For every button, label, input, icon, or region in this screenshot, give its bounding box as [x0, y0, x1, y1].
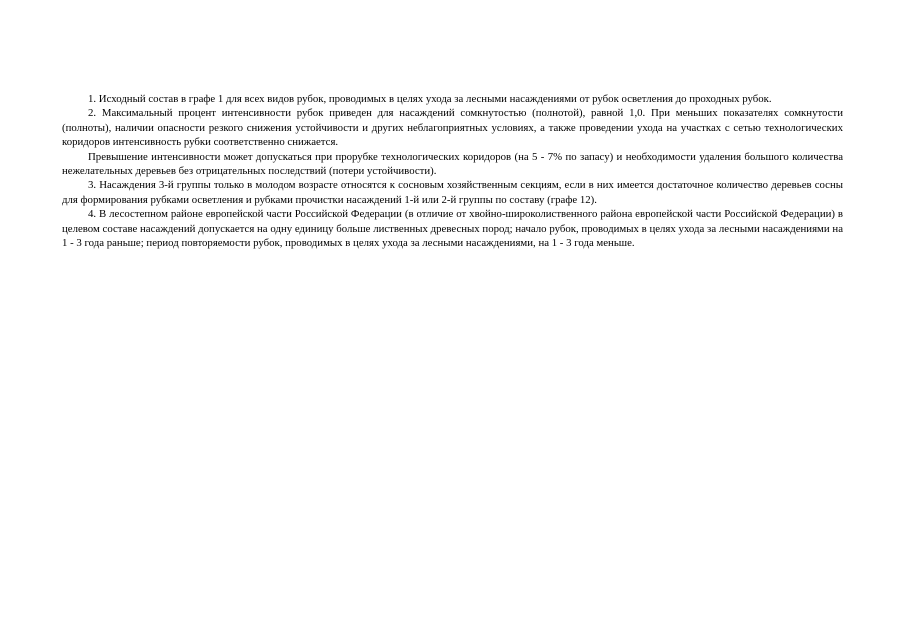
note-paragraph-4: 4. В лесостепном районе европейской части Российской Федерации (в отличие от хвойно-широколиственного района европейской части Российской Федерации) в целевом составе насаждений допускается на одну единицу больше лиственных древесных пород; начало рубок, проводимых в целях ухода за лесными насаждениями на 1 - 3 года раньше; период повторяемости рубок, проводимых в целях ухода за лесными насаждениями, на 1 - 3 года меньше. [62, 208, 843, 250]
note-paragraph-2: 2. Максимальный процент интенсивности рубок приведен для насаждений сомкнутостью (полнотой), равной 1,0. При меньших показателях сомкнутости (полноты), наличии опасности резкого снижения устойчивости и других неблагоприятных условиях, а также проведении ухода на участках с сетью технологических коридоров интенсивность рубки соответственно снижается. [62, 107, 843, 149]
note-paragraph-3: 3. Насаждения 3-й группы только в молодом возрасте относятся к сосновым хозяйственным секциям, если в них имеется достаточное количество деревьев сосны для формирования рубками осветления и рубками прочистки насаждений 1-й или 2-й группы по составу (графе 12). [62, 179, 843, 206]
note-paragraph-1: 1. Исходный состав в графе 1 для всех видов рубок, проводимых в целях ухода за лесными насаждениями от рубок осветления до проходных рубок. [88, 93, 772, 105]
note-paragraph-2-continuation: Превышение интенсивности может допускаться при прорубке технологических коридоров (на 5 - 7% по запасу) и необходимости удаления большого количества нежелательных деревьев без отрицательных последствий (потери устойчивости). [62, 150, 843, 178]
notes-text-block [62, 92, 843, 250]
